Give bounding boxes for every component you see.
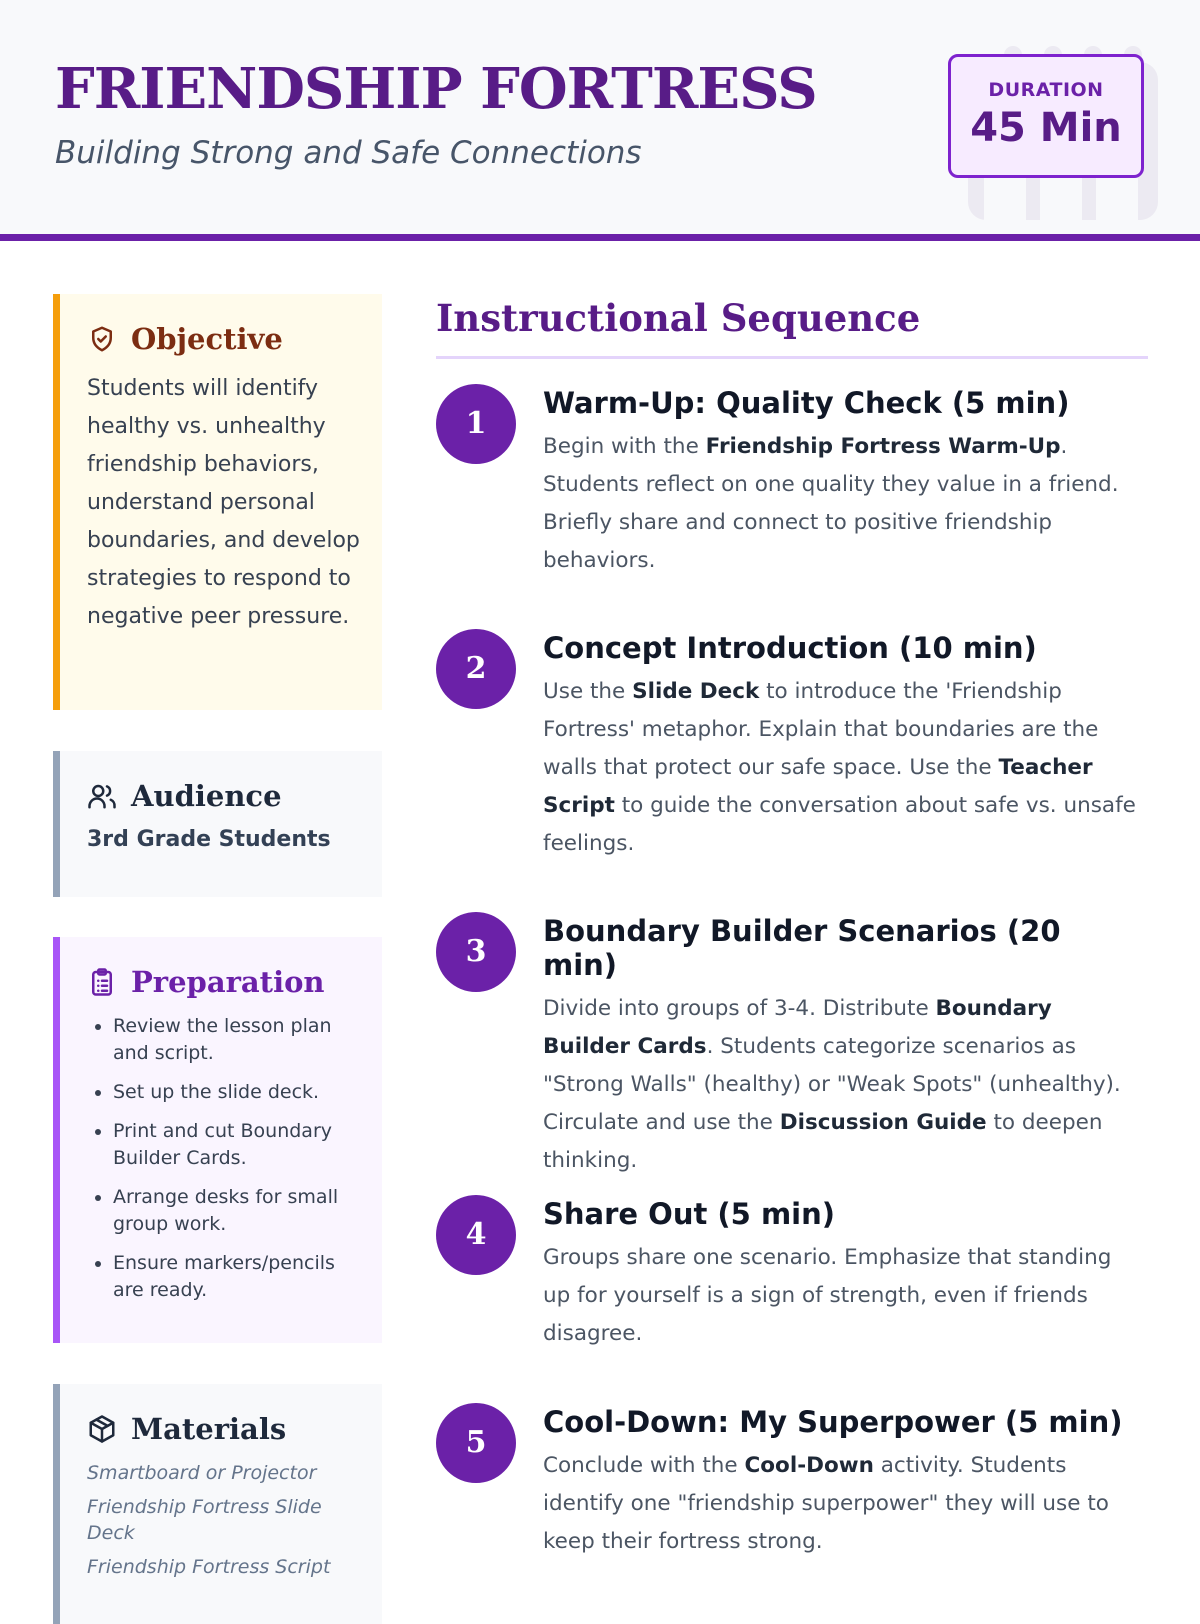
step-text-segment: . Students reflect on one quality they value in a friend. Briefly share and connect to positive friendship behaviors.: [543, 434, 1119, 573]
audience-text: 3rd Grade Students: [87, 827, 331, 852]
preparation-list: [87, 1013, 362, 1304]
users-icon: [87, 781, 117, 811]
step-text-segment: to introduce the 'Friendship Fortress' metaphor. Explain that boundaries are the walls that protect our safe space. Use the: [543, 679, 1099, 780]
objective-title: Objective: [131, 322, 283, 356]
page-header: [0, 0, 1200, 241]
step-text-segment: Groups share one scenario. Emphasize that standing up for yourself is a sign of strength, even if friends disagree.: [543, 1245, 1112, 1346]
step-text-segment: Divide into groups of 3-4. Distribute: [543, 996, 936, 1021]
step-number: 1: [436, 384, 516, 464]
step-text-emphasis: Slide Deck: [632, 679, 760, 704]
objective-card: [53, 294, 382, 710]
sequence-title: Instructional Sequence: [436, 296, 1148, 359]
step-title: Boundary Builder Scenarios (20 min): [543, 914, 1061, 982]
step-number: 4: [436, 1195, 516, 1275]
audience-title: Audience: [131, 779, 282, 813]
list-item: • Print and cut Boundary Builder Cards.: [113, 1118, 362, 1172]
step-text: [543, 1447, 1143, 1561]
clipboard-list-icon: [87, 967, 117, 997]
step-text-segment: to deepen thinking.: [543, 1110, 1103, 1173]
list-item: • Review the lesson plan and script.: [113, 1013, 362, 1067]
step-title: Cool-Down: My Superpower (5 min): [543, 1405, 1123, 1439]
list-item: • Ensure markers/pencils are ready.: [113, 1250, 362, 1304]
list-item: Friendship Fortress Slide Deck: [87, 1496, 322, 1544]
step-text-emphasis: Cool-Down: [744, 1453, 874, 1478]
materials-title: Materials: [131, 1412, 287, 1446]
step-title: Warm-Up: Quality Check (5 min): [543, 386, 1070, 420]
page-subtitle: Building Strong and Safe Connections: [55, 135, 642, 171]
list-item: Smartboard or Projector: [87, 1462, 317, 1484]
step-text: [543, 1239, 1143, 1353]
page-title: FRIENDSHIP FORTRESS: [55, 56, 817, 122]
step-number: 5: [436, 1403, 516, 1483]
step-title: Share Out (5 min): [543, 1197, 836, 1231]
preparation-card: [53, 937, 382, 1343]
step-number: 3: [436, 912, 516, 992]
audience-card: [53, 751, 382, 897]
materials-list: [87, 1460, 362, 1580]
step-text-segment: activity. Students identify one "friendship superpower" they will use to keep their fortress strong.: [543, 1453, 1109, 1554]
list-item: • Arrange desks for small group work.: [113, 1184, 362, 1238]
step-title: Concept Introduction (10 min): [543, 631, 1037, 665]
step-text-emphasis: Teacher Script: [543, 755, 1093, 818]
step-text-segment: Begin with the: [543, 434, 706, 459]
step-text-emphasis: Friendship Fortress Warm-Up: [705, 434, 1061, 459]
shield-check-icon: [87, 324, 117, 354]
list-item: Friendship Fortress Script: [87, 1556, 331, 1578]
duration-label: DURATION: [988, 79, 1104, 101]
objective-text: Students will identify healthy vs. unhealthy friendship behaviors, understand personal boundaries, and develop strategies to respond to negative peer pressure.: [87, 376, 360, 629]
step-text-segment: to guide the conversation about safe vs. unsafe feelings.: [543, 793, 1136, 856]
step-text-segment: . Students categorize scenarios as "Strong Walls" (healthy) or "Weak Spots" (unhealthy). Circulate and use the: [543, 1034, 1121, 1135]
materials-card: [53, 1384, 382, 1624]
step-text-segment: Conclude with the: [543, 1453, 745, 1478]
step-text: [543, 428, 1143, 580]
step-text: [543, 990, 1143, 1180]
list-item: • Set up the slide deck.: [113, 1079, 362, 1106]
preparation-title: Preparation: [131, 965, 325, 999]
step-text-emphasis: Discussion Guide: [779, 1110, 987, 1135]
duration-value: 45 Min: [970, 105, 1122, 151]
step-text-segment: Use the: [543, 679, 633, 704]
step-text: [543, 673, 1143, 863]
step-text-emphasis: Boundary Builder Cards: [543, 996, 1052, 1059]
box-icon: [87, 1414, 117, 1444]
duration-badge: [948, 54, 1144, 178]
step-number: 2: [436, 629, 516, 709]
